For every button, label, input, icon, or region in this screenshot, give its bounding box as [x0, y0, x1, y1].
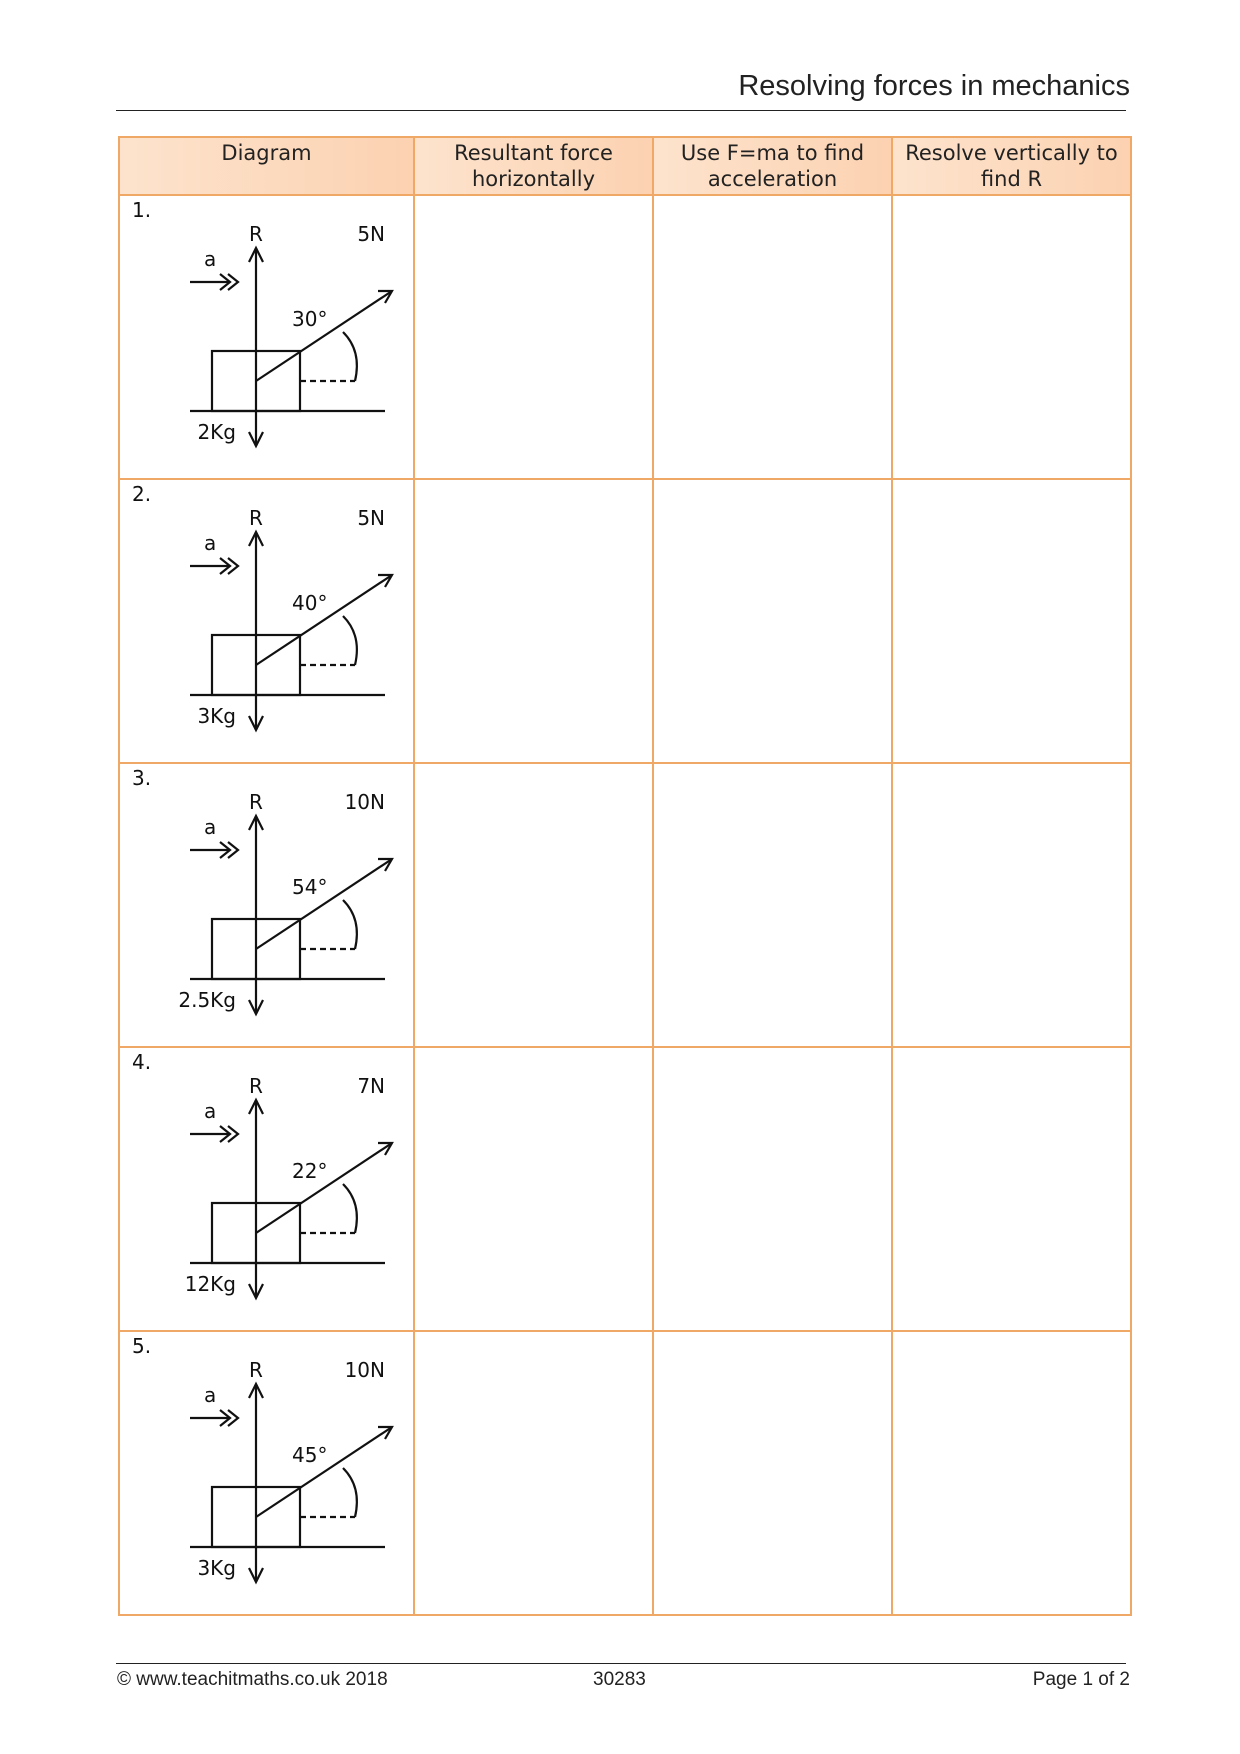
angle-arc [343, 900, 357, 949]
acceleration-label: a [204, 247, 217, 271]
reaction-label: R [249, 506, 263, 530]
answer-cell-acceleration[interactable] [653, 1331, 892, 1615]
answer-cell-acceleration[interactable] [653, 763, 892, 1047]
force-diagram [120, 196, 415, 478]
applied-force-arrowhead [378, 1143, 392, 1155]
answer-cell-acceleration[interactable] [653, 1047, 892, 1331]
answer-cell-resultant-force[interactable] [414, 1331, 653, 1615]
force-label: 10N [344, 790, 385, 814]
diagram-cell [119, 1047, 414, 1331]
mass-label: 12Kg [184, 1272, 236, 1296]
title-divider [116, 110, 1126, 111]
applied-force-arrowhead [378, 859, 392, 871]
answer-cell-resultant-force[interactable] [414, 479, 653, 763]
applied-force-arrowhead [378, 575, 392, 587]
applied-force-line [256, 859, 392, 949]
question-row [119, 1331, 1131, 1615]
applied-force-arrowhead [378, 1427, 392, 1439]
reaction-label: R [249, 1074, 263, 1098]
footer-copyright: © www.teachitmaths.co.uk 2018 [117, 1669, 388, 1690]
mass-label: 3Kg [197, 704, 236, 728]
acceleration-label: a [204, 531, 217, 555]
angle-arc [343, 1468, 357, 1517]
force-diagram [120, 1332, 415, 1614]
page-title: Resolving forces in mechanics [738, 70, 1130, 102]
answer-cell-resultant-force[interactable] [414, 1047, 653, 1331]
angle-label: 45° [292, 1443, 328, 1467]
question-row [119, 195, 1131, 479]
force-label: 7N [357, 1074, 385, 1098]
footer-page-number: Page 1 of 2 [1032, 1669, 1130, 1690]
acceleration-label: a [204, 815, 217, 839]
answer-cell-reaction[interactable] [892, 1047, 1131, 1331]
applied-force-line [256, 1143, 392, 1233]
diagram-cell [119, 1331, 414, 1615]
answer-cell-acceleration[interactable] [653, 195, 892, 479]
acceleration-label: a [204, 1383, 217, 1407]
question-number: 3. [132, 766, 152, 790]
answer-cell-acceleration[interactable] [653, 479, 892, 763]
reaction-label: R [249, 222, 263, 246]
force-label: 5N [357, 222, 385, 246]
diagram-cell [119, 479, 414, 763]
angle-label: 30° [292, 307, 328, 331]
answer-cell-reaction[interactable] [892, 479, 1131, 763]
question-number: 5. [132, 1334, 152, 1358]
force-diagram [120, 480, 415, 762]
angle-arc [343, 616, 357, 665]
worksheet-table [118, 136, 1132, 1616]
force-label: 5N [357, 506, 385, 530]
answer-cell-reaction[interactable] [892, 195, 1131, 479]
angle-label: 22° [292, 1159, 328, 1183]
force-label: 10N [344, 1358, 385, 1382]
angle-label: 40° [292, 591, 328, 615]
diagram-cell [119, 195, 414, 479]
header-diagram: Diagram [119, 137, 414, 195]
header-resultant-force: Resultant force horizontally [414, 137, 653, 195]
answer-cell-reaction[interactable] [892, 763, 1131, 1047]
diagram-cell [119, 763, 414, 1047]
header-row [119, 137, 1131, 195]
question-row [119, 1047, 1131, 1331]
angle-arc [343, 332, 357, 381]
answer-cell-reaction[interactable] [892, 1331, 1131, 1615]
reaction-label: R [249, 1358, 263, 1382]
reaction-label: R [249, 790, 263, 814]
footer-code: 30283 [593, 1669, 646, 1690]
question-number: 1. [132, 198, 152, 222]
force-diagram [120, 764, 415, 1046]
header-acceleration: Use F=ma to find acceleration [653, 137, 892, 195]
applied-force-arrowhead [378, 291, 392, 303]
header-resolve-vertically: Resolve vertically to find R [892, 137, 1131, 195]
applied-force-line [256, 575, 392, 665]
acceleration-label: a [204, 1099, 217, 1123]
question-number: 2. [132, 482, 152, 506]
question-row [119, 479, 1131, 763]
answer-cell-resultant-force[interactable] [414, 195, 653, 479]
answer-cell-resultant-force[interactable] [414, 763, 653, 1047]
question-row [119, 763, 1131, 1047]
applied-force-line [256, 1427, 392, 1517]
force-diagram [120, 1048, 415, 1330]
mass-label: 2.5Kg [178, 988, 236, 1012]
footer-divider [116, 1663, 1126, 1664]
angle-label: 54° [292, 875, 328, 899]
question-number: 4. [132, 1050, 152, 1074]
mass-label: 3Kg [197, 1556, 236, 1580]
angle-arc [343, 1184, 357, 1233]
applied-force-line [256, 291, 392, 381]
mass-label: 2Kg [197, 420, 236, 444]
